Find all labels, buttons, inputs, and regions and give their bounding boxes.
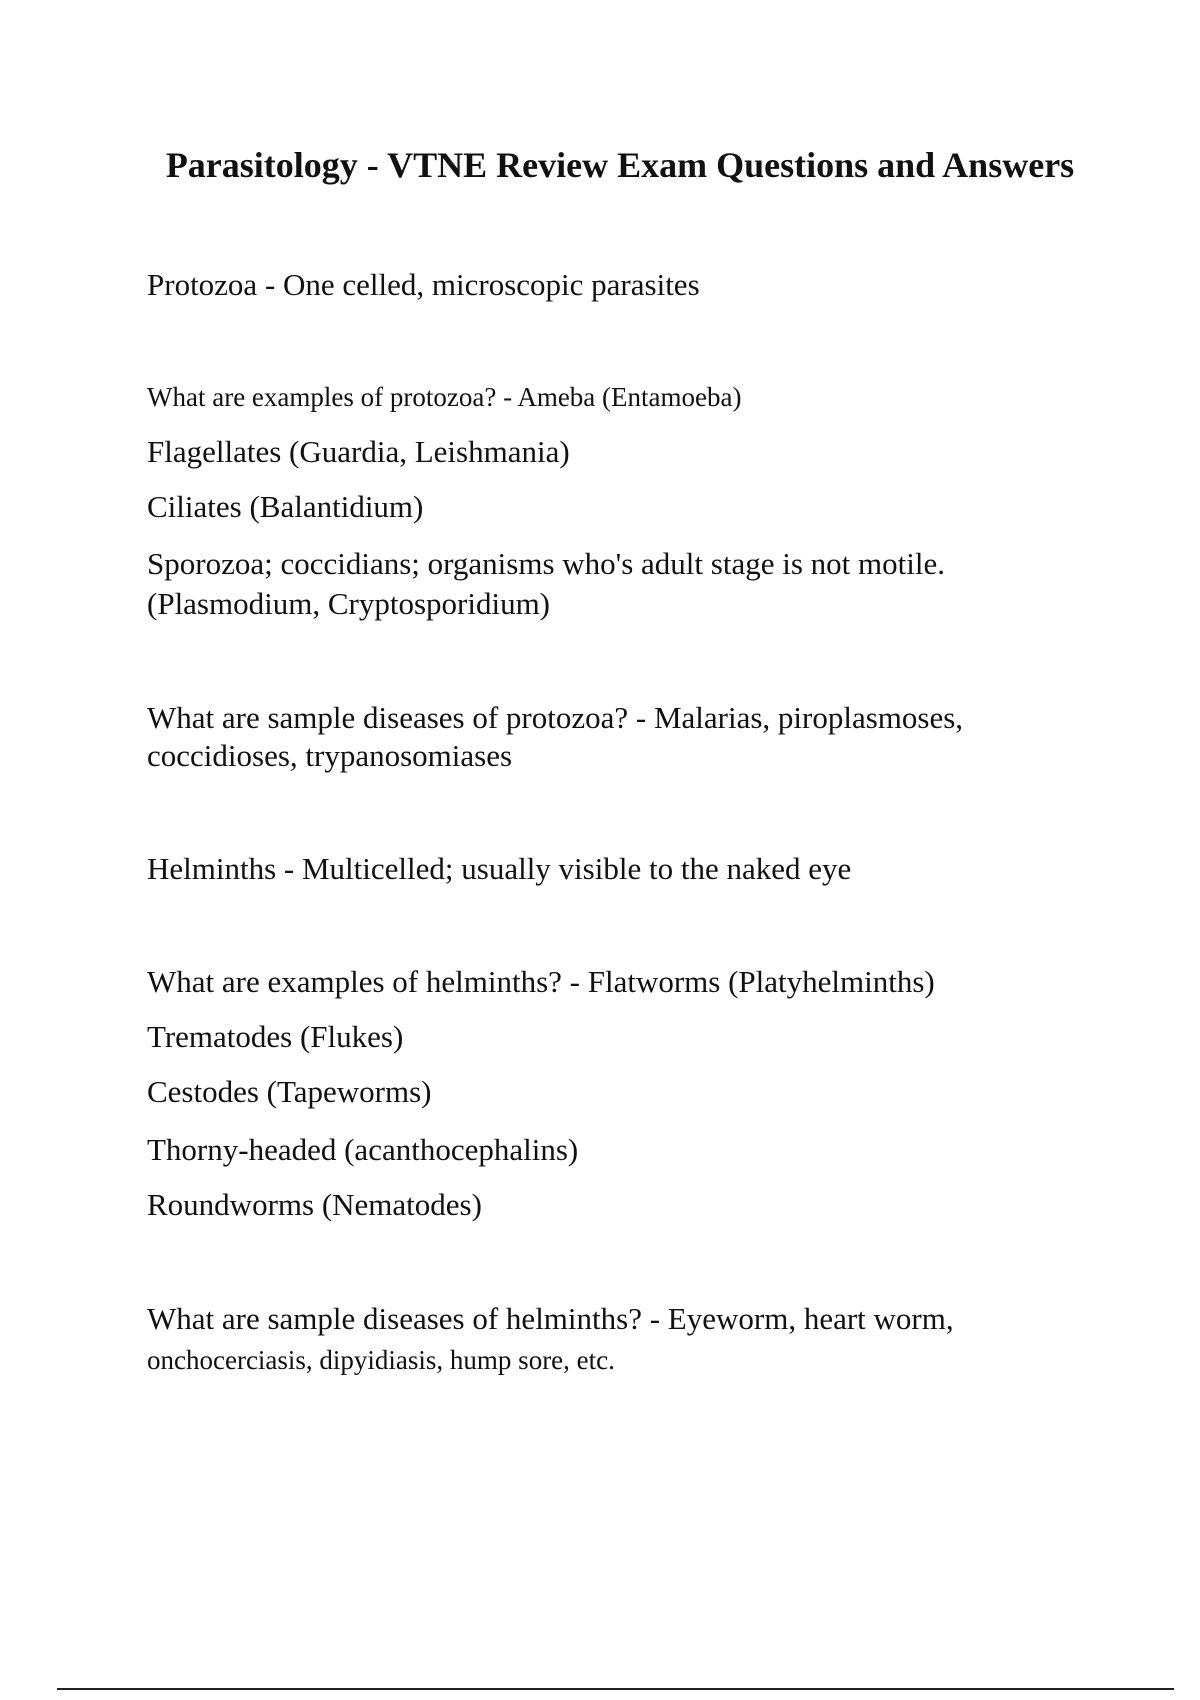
text-line: Helminths - Multicelled; usually visible to the naked eye (147, 851, 852, 886)
text-line: Protozoa - One celled, microscopic parasites (147, 267, 700, 302)
text-line: Flagellates (Guardia, Leishmania) (147, 434, 570, 469)
text-line: Ciliates (Balantidium) (147, 489, 424, 524)
text-line: Roundworms (Nematodes) (147, 1187, 482, 1222)
text-line: What are sample diseases of protozoa? - Malarias, piroplasmoses, (147, 700, 964, 735)
text-line: What are sample diseases of helminths? - Eyeworm, heart worm, (147, 1301, 954, 1336)
text-line: (Plasmodium, Cryptosporidium) (147, 586, 550, 621)
text-line: What are examples of helminths? - Flatworms (Platyhelminths) (147, 964, 935, 999)
document-title: Parasitology - VTNE Review Exam Questions and Answers (165, 145, 1075, 185)
text-line: Sporozoa; coccidians; organisms who's adult stage is not motile. (147, 546, 945, 581)
text-line: Cestodes (Tapeworms) (147, 1074, 432, 1109)
text-line: Trematodes (Flukes) (147, 1019, 404, 1054)
page-bottom-rule (57, 1688, 1174, 1690)
text-line: What are examples of protozoa? - Ameba (Entamoeba) (147, 382, 742, 412)
text-line: onchocerciasis, dipyidiasis, hump sore, etc. (147, 1345, 615, 1375)
text-line: Thorny-headed (acanthocephalins) (147, 1132, 579, 1167)
text-line: coccidioses, trypanosomiases (147, 738, 513, 773)
